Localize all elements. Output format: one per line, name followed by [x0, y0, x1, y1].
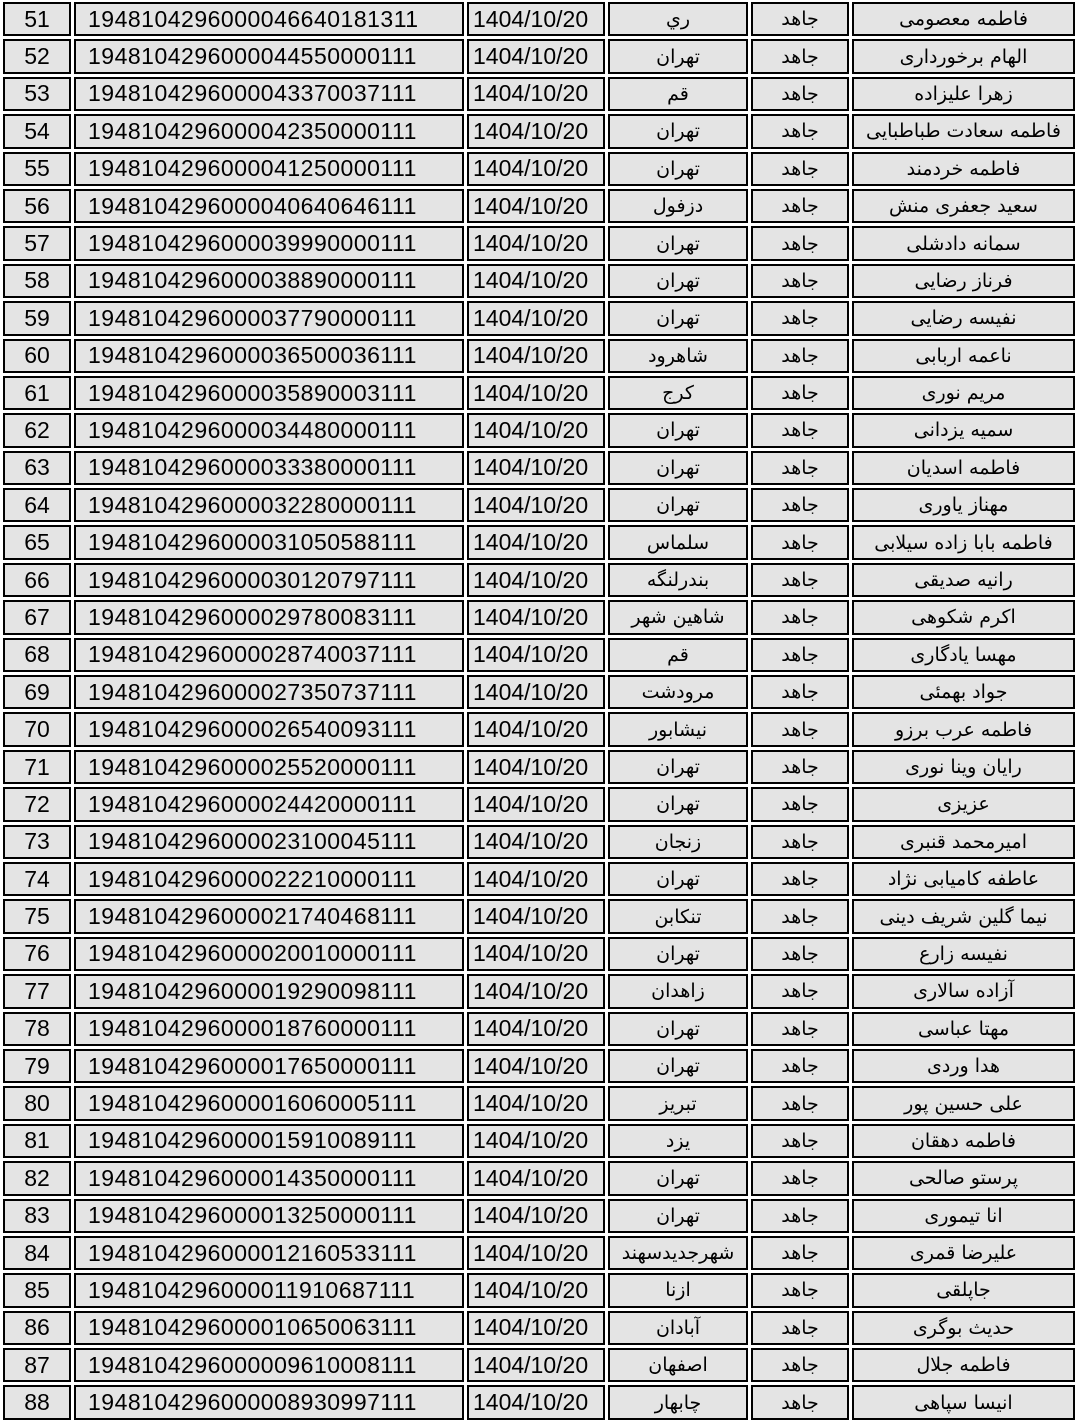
- city-cell: تهران: [608, 1012, 748, 1046]
- recipient-name-cell: رایان وینا نوری: [852, 750, 1075, 784]
- table-row: [3, 226, 1075, 260]
- table-row: [3, 974, 1075, 1008]
- tracking-number-cell: 1948104296000026540093111: [74, 712, 464, 746]
- row-number-cell: 52: [3, 39, 71, 73]
- date-cell: 1404/10/20: [467, 675, 605, 709]
- tracking-number-cell: 1948104296000011910687111: [74, 1273, 464, 1307]
- row-number-cell: 53: [3, 77, 71, 111]
- table-row: [3, 712, 1075, 746]
- tracking-number-cell: 1948104296000013250000111: [74, 1199, 464, 1233]
- table-row: [3, 675, 1075, 709]
- row-number-cell: 67: [3, 600, 71, 634]
- tracking-number-cell: 1948104296000018760000111: [74, 1012, 464, 1046]
- status-cell: جاهد: [751, 600, 849, 634]
- recipient-name-cell: نفیسه رضایی: [852, 301, 1075, 335]
- recipient-name-cell: جاپلقی: [852, 1273, 1075, 1307]
- recipient-name-cell: علی حسین پور: [852, 1086, 1075, 1120]
- date-cell: 1404/10/20: [467, 114, 605, 148]
- status-cell: جاهد: [751, 488, 849, 522]
- city-cell: تنکابن: [608, 899, 748, 933]
- table-row: [3, 525, 1075, 559]
- city-cell: قم: [608, 638, 748, 672]
- status-cell: جاهد: [751, 2, 849, 36]
- recipient-name-cell: ناعمه اربابی: [852, 339, 1075, 373]
- recipient-name-cell: فاطمه معصومی: [852, 2, 1075, 36]
- tracking-number-cell: 1948104296000024420000111: [74, 787, 464, 821]
- date-cell: 1404/10/20: [467, 301, 605, 335]
- recipient-name-cell: اکرم شکوهی: [852, 600, 1075, 634]
- row-number-cell: 54: [3, 114, 71, 148]
- tracking-number-cell: 1948104296000031050588111: [74, 525, 464, 559]
- date-cell: 1404/10/20: [467, 1161, 605, 1195]
- recipient-name-cell: مهسا یادگاری: [852, 638, 1075, 672]
- recipient-name-cell: سمانه دادشلی: [852, 226, 1075, 260]
- table-row: [3, 39, 1075, 73]
- city-cell: زاهدان: [608, 974, 748, 1008]
- date-cell: 1404/10/20: [467, 2, 605, 36]
- city-cell: تهران: [608, 226, 748, 260]
- row-number-cell: 55: [3, 152, 71, 186]
- table-row: [3, 339, 1075, 373]
- recipient-name-cell: مهتا عباسی: [852, 1012, 1075, 1046]
- recipient-name-cell: جواد بهمئی: [852, 675, 1075, 709]
- city-cell: تبریز: [608, 1086, 748, 1120]
- recipient-name-cell: سمیه یزدانی: [852, 413, 1075, 447]
- date-cell: 1404/10/20: [467, 712, 605, 746]
- status-cell: جاهد: [751, 899, 849, 933]
- city-cell: تهران: [608, 264, 748, 298]
- date-cell: 1404/10/20: [467, 39, 605, 73]
- table-row: [3, 899, 1075, 933]
- table-row: [3, 1012, 1075, 1046]
- tracking-number-cell: 1948104296000033380000111: [74, 451, 464, 485]
- tracking-number-cell: 1948104296000019290098111: [74, 974, 464, 1008]
- recipient-name-cell: عزیزی: [852, 787, 1075, 821]
- tracking-number-cell: 1948104296000043370037111: [74, 77, 464, 111]
- row-number-cell: 79: [3, 1049, 71, 1083]
- date-cell: 1404/10/20: [467, 563, 605, 597]
- tracking-number-cell: 1948104296000039990000111: [74, 226, 464, 260]
- table-row: [3, 189, 1075, 223]
- date-cell: 1404/10/20: [467, 1385, 605, 1419]
- city-cell: تهران: [608, 413, 748, 447]
- table-row: [3, 937, 1075, 971]
- date-cell: 1404/10/20: [467, 862, 605, 896]
- table-row: [3, 451, 1075, 485]
- date-cell: 1404/10/20: [467, 1049, 605, 1083]
- recipient-name-cell: انا تیموری: [852, 1199, 1075, 1233]
- status-cell: جاهد: [751, 1273, 849, 1307]
- city-cell: ازنا: [608, 1273, 748, 1307]
- row-number-cell: 66: [3, 563, 71, 597]
- recipient-name-cell: فاطمه عرب برزو: [852, 712, 1075, 746]
- date-cell: 1404/10/20: [467, 226, 605, 260]
- status-cell: جاهد: [751, 937, 849, 971]
- row-number-cell: 77: [3, 974, 71, 1008]
- city-cell: سلماس: [608, 525, 748, 559]
- status-cell: جاهد: [751, 301, 849, 335]
- date-cell: 1404/10/20: [467, 77, 605, 111]
- row-number-cell: 57: [3, 226, 71, 260]
- row-number-cell: 85: [3, 1273, 71, 1307]
- date-cell: 1404/10/20: [467, 525, 605, 559]
- table-row: [3, 638, 1075, 672]
- date-cell: 1404/10/20: [467, 1348, 605, 1382]
- recipient-name-cell: فاطمه اسدیان: [852, 451, 1075, 485]
- date-cell: 1404/10/20: [467, 1236, 605, 1270]
- tracking-number-cell: 1948104296000041250000111: [74, 152, 464, 186]
- tracking-number-cell: 1948104296000037790000111: [74, 301, 464, 335]
- table-row: [3, 413, 1075, 447]
- city-cell: شهرجدیدسهند: [608, 1236, 748, 1270]
- tracking-number-cell: 1948104296000040640646111: [74, 189, 464, 223]
- recipient-name-cell: فاطمه دهقان: [852, 1124, 1075, 1158]
- status-cell: جاهد: [751, 974, 849, 1008]
- date-cell: 1404/10/20: [467, 825, 605, 859]
- recipient-name-cell: آزاده سالاری: [852, 974, 1075, 1008]
- city-cell: قم: [608, 77, 748, 111]
- status-cell: جاهد: [751, 376, 849, 410]
- row-number-cell: 69: [3, 675, 71, 709]
- date-cell: 1404/10/20: [467, 937, 605, 971]
- table-row: [3, 787, 1075, 821]
- date-cell: 1404/10/20: [467, 638, 605, 672]
- date-cell: 1404/10/20: [467, 451, 605, 485]
- recipient-name-cell: علیرضا قمری: [852, 1236, 1075, 1270]
- status-cell: جاهد: [751, 264, 849, 298]
- table-row: [3, 862, 1075, 896]
- recipient-name-cell: سعید جعفری منش: [852, 189, 1075, 223]
- tracking-number-cell: 1948104296000046640181311: [74, 2, 464, 36]
- city-cell: تهران: [608, 1049, 748, 1083]
- recipient-name-cell: فاطمه بابا زاده سیلابی: [852, 525, 1075, 559]
- status-cell: جاهد: [751, 638, 849, 672]
- row-number-cell: 80: [3, 1086, 71, 1120]
- row-number-cell: 65: [3, 525, 71, 559]
- city-cell: زنجان: [608, 825, 748, 859]
- table-row: [3, 825, 1075, 859]
- tracking-number-cell: 1948104296000030120797111: [74, 563, 464, 597]
- city-cell: تهران: [608, 1199, 748, 1233]
- row-number-cell: 72: [3, 787, 71, 821]
- tracking-number-cell: 1948104296000034480000111: [74, 413, 464, 447]
- row-number-cell: 88: [3, 1385, 71, 1419]
- table-row: [3, 1348, 1075, 1382]
- table-row: [3, 301, 1075, 335]
- city-cell: تهران: [608, 301, 748, 335]
- recipient-name-cell: انیسا سپاهی: [852, 1385, 1075, 1419]
- date-cell: 1404/10/20: [467, 264, 605, 298]
- row-number-cell: 51: [3, 2, 71, 36]
- table-row: [3, 488, 1075, 522]
- city-cell: مرودشت: [608, 675, 748, 709]
- tracking-number-cell: 1948104296000022210000111: [74, 862, 464, 896]
- tracking-number-cell: 1948104296000044550000111: [74, 39, 464, 73]
- city-cell: شاهرود: [608, 339, 748, 373]
- recipient-name-cell: نیما گلین شریف دینی: [852, 899, 1075, 933]
- status-cell: جاهد: [751, 750, 849, 784]
- tracking-number-cell: 1948104296000038890000111: [74, 264, 464, 298]
- status-cell: جاهد: [751, 787, 849, 821]
- date-cell: 1404/10/20: [467, 1086, 605, 1120]
- tracking-number-cell: 1948104296000042350000111: [74, 114, 464, 148]
- status-cell: جاهد: [751, 451, 849, 485]
- recipient-name-cell: حدیث بوگری: [852, 1311, 1075, 1345]
- recipient-name-cell: امیرمحمد قنبری: [852, 825, 1075, 859]
- status-cell: جاهد: [751, 675, 849, 709]
- row-number-cell: 59: [3, 301, 71, 335]
- status-cell: جاهد: [751, 1199, 849, 1233]
- table-body: [3, 2, 1075, 1420]
- status-cell: جاهد: [751, 1385, 849, 1419]
- table-row: [3, 114, 1075, 148]
- row-number-cell: 81: [3, 1124, 71, 1158]
- recipient-name-cell: مریم نوری: [852, 376, 1075, 410]
- date-cell: 1404/10/20: [467, 1199, 605, 1233]
- status-cell: جاهد: [751, 189, 849, 223]
- city-cell: شاهین شهر: [608, 600, 748, 634]
- tracking-number-cell: 1948104296000023100045111: [74, 825, 464, 859]
- row-number-cell: 68: [3, 638, 71, 672]
- city-cell: تهران: [608, 862, 748, 896]
- row-number-cell: 62: [3, 413, 71, 447]
- city-cell: آبادان: [608, 1311, 748, 1345]
- status-cell: جاهد: [751, 1049, 849, 1083]
- recipient-name-cell: فاطمه جلال: [852, 1348, 1075, 1382]
- date-cell: 1404/10/20: [467, 1012, 605, 1046]
- status-cell: جاهد: [751, 152, 849, 186]
- row-number-cell: 63: [3, 451, 71, 485]
- status-cell: جاهد: [751, 226, 849, 260]
- status-cell: جاهد: [751, 825, 849, 859]
- recipient-name-cell: پرستو صالحی: [852, 1161, 1075, 1195]
- row-number-cell: 84: [3, 1236, 71, 1270]
- date-cell: 1404/10/20: [467, 1273, 605, 1307]
- status-cell: جاهد: [751, 114, 849, 148]
- table-row: [3, 1385, 1075, 1419]
- row-number-cell: 83: [3, 1199, 71, 1233]
- tracking-number-cell: 1948104296000016060005111: [74, 1086, 464, 1120]
- table-row: [3, 600, 1075, 634]
- recipient-name-cell: عاطفه کامیابی نژاد: [852, 862, 1075, 896]
- tracking-number-cell: 1948104296000025520000111: [74, 750, 464, 784]
- row-number-cell: 74: [3, 862, 71, 896]
- recipient-name-cell: زهرا علیزاده: [852, 77, 1075, 111]
- status-cell: جاهد: [751, 339, 849, 373]
- table-row: [3, 1086, 1075, 1120]
- row-number-cell: 58: [3, 264, 71, 298]
- tracking-number-cell: 1948104296000017650000111: [74, 1049, 464, 1083]
- city-cell: نیشابور: [608, 712, 748, 746]
- tracking-number-cell: 1948104296000027350737111: [74, 675, 464, 709]
- city-cell: تهران: [608, 750, 748, 784]
- status-cell: جاهد: [751, 525, 849, 559]
- tracking-number-cell: 1948104296000012160533111: [74, 1236, 464, 1270]
- table-row: [3, 1049, 1075, 1083]
- tracking-number-cell: 1948104296000032280000111: [74, 488, 464, 522]
- city-cell: ري: [608, 2, 748, 36]
- date-cell: 1404/10/20: [467, 787, 605, 821]
- table-row: [3, 152, 1075, 186]
- table-row: [3, 1161, 1075, 1195]
- recipient-name-cell: فاطمه سعادت طباطبایی: [852, 114, 1075, 148]
- date-cell: 1404/10/20: [467, 376, 605, 410]
- recipient-name-cell: رانیه صدیقی: [852, 563, 1075, 597]
- row-number-cell: 78: [3, 1012, 71, 1046]
- city-cell: تهران: [608, 1161, 748, 1195]
- table-row: [3, 2, 1075, 36]
- date-cell: 1404/10/20: [467, 1311, 605, 1345]
- table-row: [3, 1199, 1075, 1233]
- table-row: [3, 563, 1075, 597]
- status-cell: جاهد: [751, 1348, 849, 1382]
- row-number-cell: 86: [3, 1311, 71, 1345]
- status-cell: جاهد: [751, 77, 849, 111]
- tracking-number-cell: 1948104296000010650063111: [74, 1311, 464, 1345]
- row-number-cell: 61: [3, 376, 71, 410]
- city-cell: تهران: [608, 114, 748, 148]
- recipient-name-cell: نفیسه زارع: [852, 937, 1075, 971]
- row-number-cell: 56: [3, 189, 71, 223]
- row-number-cell: 75: [3, 899, 71, 933]
- row-number-cell: 87: [3, 1348, 71, 1382]
- city-cell: کرج: [608, 376, 748, 410]
- recipient-name-cell: مهناز یاوری: [852, 488, 1075, 522]
- city-cell: تهران: [608, 488, 748, 522]
- status-cell: جاهد: [751, 712, 849, 746]
- status-cell: جاهد: [751, 862, 849, 896]
- city-cell: یزد: [608, 1124, 748, 1158]
- date-cell: 1404/10/20: [467, 488, 605, 522]
- date-cell: 1404/10/20: [467, 413, 605, 447]
- status-cell: جاهد: [751, 1012, 849, 1046]
- table-row: [3, 1273, 1075, 1307]
- recipient-name-cell: فاطمه خردمند: [852, 152, 1075, 186]
- date-cell: 1404/10/20: [467, 750, 605, 784]
- tracking-number-cell: 1948104296000021740468111: [74, 899, 464, 933]
- table-row: [3, 77, 1075, 111]
- tracking-number-cell: 1948104296000008930997111: [74, 1385, 464, 1419]
- tracking-number-cell: 1948104296000020010000111: [74, 937, 464, 971]
- date-cell: 1404/10/20: [467, 339, 605, 373]
- row-number-cell: 73: [3, 825, 71, 859]
- tracking-number-cell: 1948104296000015910089111: [74, 1124, 464, 1158]
- status-cell: جاهد: [751, 1086, 849, 1120]
- tracking-number-cell: 1948104296000028740037111: [74, 638, 464, 672]
- row-number-cell: 70: [3, 712, 71, 746]
- date-cell: 1404/10/20: [467, 899, 605, 933]
- tracking-number-cell: 1948104296000036500036111: [74, 339, 464, 373]
- status-cell: جاهد: [751, 39, 849, 73]
- row-number-cell: 76: [3, 937, 71, 971]
- tracking-number-cell: 1948104296000009610008111: [74, 1348, 464, 1382]
- row-number-cell: 64: [3, 488, 71, 522]
- city-cell: اصفهان: [608, 1348, 748, 1382]
- status-cell: جاهد: [751, 1311, 849, 1345]
- row-number-cell: 82: [3, 1161, 71, 1195]
- date-cell: 1404/10/20: [467, 974, 605, 1008]
- table-row: [3, 1124, 1075, 1158]
- recipient-name-cell: فرناز رضایی: [852, 264, 1075, 298]
- table-row: [3, 264, 1075, 298]
- recipient-name-cell: الهام برخورداری: [852, 39, 1075, 73]
- city-cell: چابهار: [608, 1385, 748, 1419]
- city-cell: تهران: [608, 152, 748, 186]
- city-cell: دزفول: [608, 189, 748, 223]
- status-cell: جاهد: [751, 413, 849, 447]
- table-row: [3, 1311, 1075, 1345]
- city-cell: بندرلنگه: [608, 563, 748, 597]
- date-cell: 1404/10/20: [467, 152, 605, 186]
- tracking-number-cell: 1948104296000029780083111: [74, 600, 464, 634]
- status-cell: جاهد: [751, 563, 849, 597]
- row-number-cell: 60: [3, 339, 71, 373]
- city-cell: تهران: [608, 787, 748, 821]
- table-row: [3, 1236, 1075, 1270]
- recipient-name-cell: هدا وردی: [852, 1049, 1075, 1083]
- city-cell: تهران: [608, 937, 748, 971]
- city-cell: تهران: [608, 39, 748, 73]
- status-cell: جاهد: [751, 1161, 849, 1195]
- date-cell: 1404/10/20: [467, 1124, 605, 1158]
- row-number-cell: 71: [3, 750, 71, 784]
- date-cell: 1404/10/20: [467, 189, 605, 223]
- status-cell: جاهد: [751, 1124, 849, 1158]
- tracking-number-cell: 1948104296000014350000111: [74, 1161, 464, 1195]
- table-row: [3, 750, 1075, 784]
- tracking-number-cell: 1948104296000035890003111: [74, 376, 464, 410]
- city-cell: تهران: [608, 451, 748, 485]
- status-cell: جاهد: [751, 1236, 849, 1270]
- date-cell: 1404/10/20: [467, 600, 605, 634]
- table-row: [3, 376, 1075, 410]
